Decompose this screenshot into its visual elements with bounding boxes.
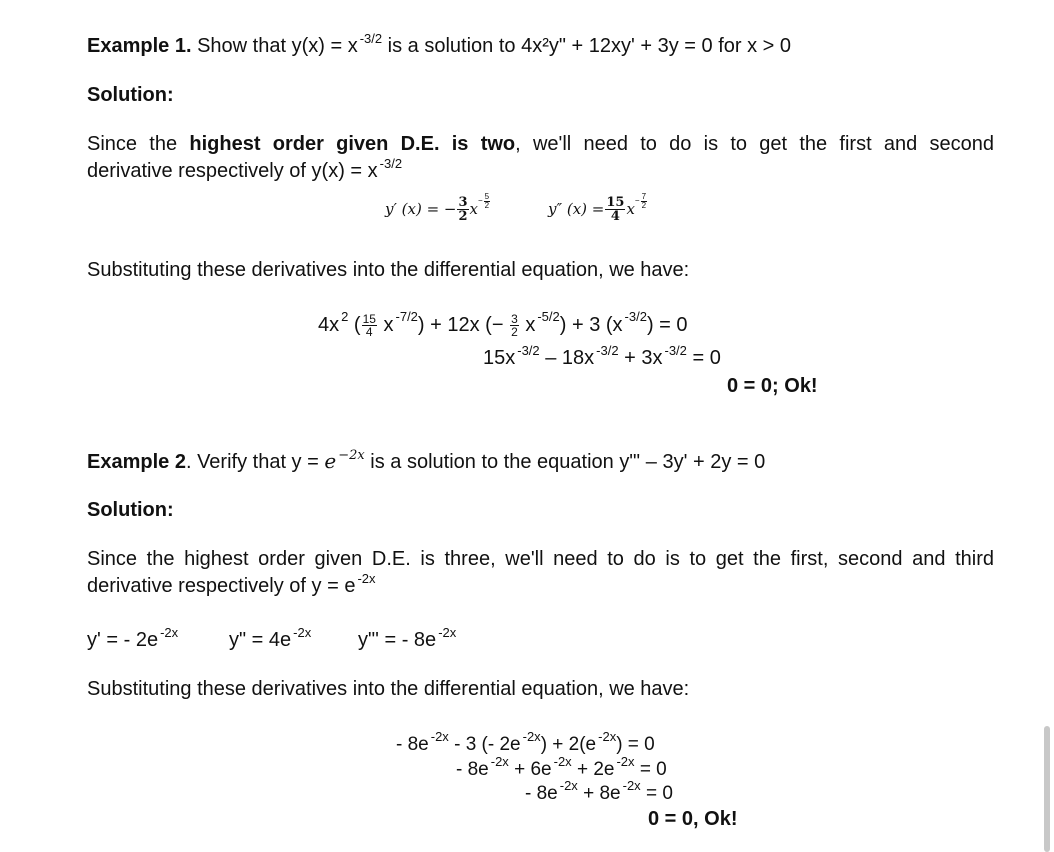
example1-title: Example 1. Show that y(x) = x $^{-3/2}$ is a solution to 4x²y" + 12xy' + 3y = 0 for x > 0 xyxy=(87,31,792,57)
example1-substituting-text: Substituting these derivatives into the differential equation, we have: xyxy=(87,259,690,281)
example2-paragraph-line2: derivative respectively of y = e $^{-2x}$ xyxy=(87,571,376,597)
example2-solution-label: Solution: xyxy=(87,499,174,521)
example2-title: Example 2. Verify that y = e $^{-2x}$ is a solution to the equation y"' – 3y' + 2y = 0 xyxy=(87,448,766,473)
example2-substituting-text: Substituting these derivatives into the differential equation, we have: xyxy=(87,678,690,700)
example1-solution-label: Solution: xyxy=(87,84,174,106)
example1-paragraph-line1: Since the highest order given D.E. is two, we'll need to do is to get the first and second xyxy=(87,133,994,155)
example1-second-derivative: y″ (x) = $\frac{15}{4}$ x − $\frac{7}{2}$ xyxy=(548,191,647,224)
example2-second-derivative: y" = 4e $^{-2x}$ xyxy=(229,625,312,651)
vertical-scrollbar[interactable] xyxy=(1044,726,1050,852)
example1-result: 0 = 0; Ok! xyxy=(727,375,818,397)
example1-equation-line2: 15x $^{-3/2}$ – 18x $^{-3/2}$ + 3x $^{-3/2}$ = 0 xyxy=(483,343,721,369)
example2-equation-line1: - 8e $^{-2x}$ - 3 (- 2e $^{-2x}$) + 2(e $^{-2x}$) = 0 xyxy=(396,729,655,755)
example2-result: 0 = 0, Ok! xyxy=(648,808,738,830)
example1-paragraph-line2: derivative respectively of y(x) = x $^{-3/2}$ xyxy=(87,156,403,182)
example1-equation-line1: 4x $^2$ ( $\frac{15}{4}$ x $^{-7/2}$ ) + 12x (− $\frac{3}{2}$ x $^{-5/2}$ ) + 3 (x $^{-3/2}$ ) = 0 xyxy=(318,308,688,339)
example2-paragraph-line1: Since the highest order given D.E. is three, we'll need to do is to get the first, second and third xyxy=(87,548,994,570)
example1-first-derivative: y′ (x) = − $\frac{3}{2}$ x − $\frac{5}{2}$ xyxy=(385,191,490,224)
example2-first-derivative: y' = - 2e $^{-2x}$ xyxy=(87,625,179,651)
example2-equation-line3: - 8e $^{-2x}$ + 8e $^{-2x}$ = 0 xyxy=(525,778,673,804)
example2-equation-line2: - 8e $^{-2x}$ + 6e $^{-2x}$ + 2e $^{-2x}$ = 0 xyxy=(456,754,667,780)
example2-third-derivative: y"' = - 8e $^{-2x}$ xyxy=(358,625,457,651)
